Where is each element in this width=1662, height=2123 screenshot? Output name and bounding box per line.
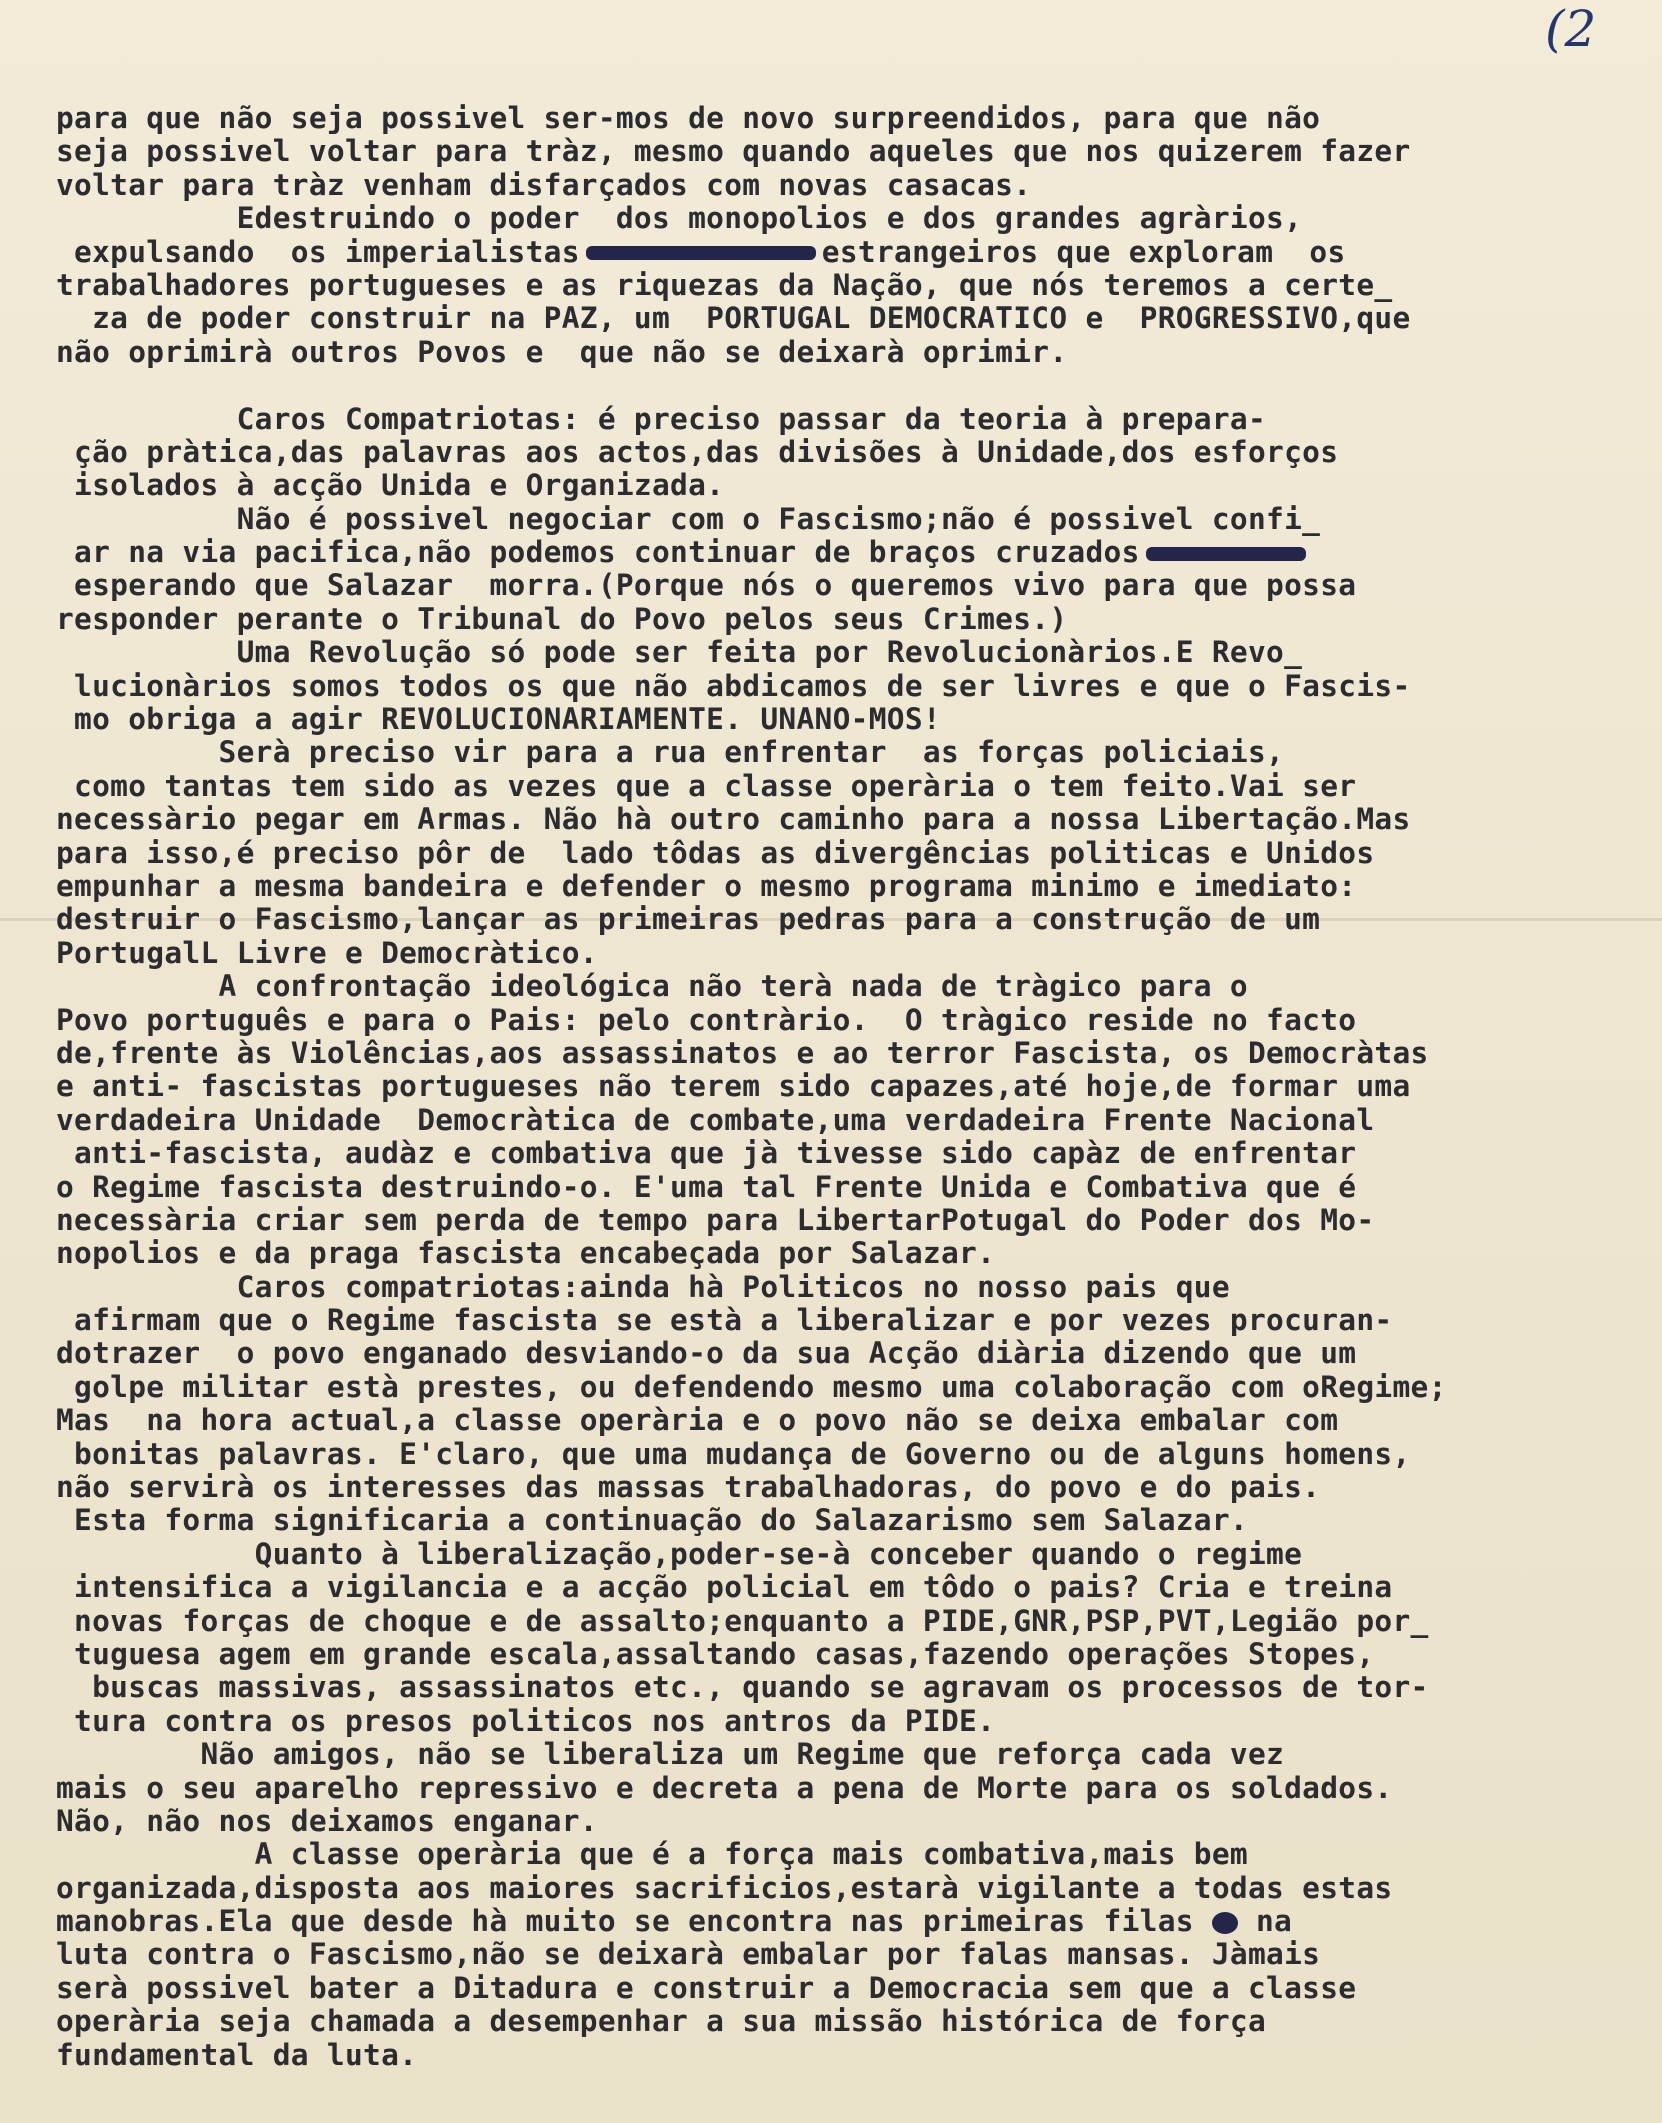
text-line: Serà preciso vir para a rua enfrentar as forças policiais, [56, 735, 1285, 770]
text-line: voltar para tràz venham disfarçados com novas casacas. [56, 167, 1032, 202]
text-line: isolados à acção Unida e Organizada. [56, 468, 725, 503]
text-line [56, 1905, 1616, 1938]
text-line: tura contra os presos politicos nos antros da PIDE. [56, 1703, 996, 1738]
text-line: Caros Compatriotas: é preciso passar da teoria à prepara- [56, 401, 1267, 436]
text-line: anti-fascista, audàz e combativa que jà tivesse sido capàz de enfrentar [56, 1136, 1357, 1171]
text-line: A confrontação ideológica não terà nada de tràgico para o [56, 969, 1248, 1004]
text-line: fundamental da luta. [56, 2037, 418, 2072]
text-line: para isso,é preciso pôr de lado tôdas as divergências politicas e Unidos [56, 835, 1375, 870]
text-line: trabalhadores portugueses e as riquezas da Nação, que nós teremos a certe_ [56, 267, 1393, 302]
text-fragment: na [1255, 1904, 1293, 1939]
text-line: tuguesa agem em grande escala,assaltando casas,fazendo operações Stopes, [56, 1636, 1375, 1671]
text-line: de,frente às Violências,aos assassinatos e ao terror Fascista, os Democràtas [56, 1035, 1429, 1070]
text-line: organizada,disposta aos maiores sacrificios,estarà vigilante a todas estas [56, 1870, 1393, 1905]
text-line: dotrazer o povo enganado desviando-o da sua Acção diària dizendo que um [56, 1336, 1357, 1371]
text-line: Não amigos, não se liberaliza um Regime que reforça cada vez [56, 1737, 1285, 1772]
text-line: não oprimirà outros Povos e que não se deixarà oprimir. [56, 334, 1068, 369]
text-line: intensifica a vigilancia e a acção policial em tôdo o pais? Cria e treina [56, 1570, 1393, 1605]
text-line: serà possivel bater a Ditadura e construir a Democracia sem que a classe [56, 1970, 1357, 2005]
text-line: nopolios e da praga fascista encabeçada por Salazar. [56, 1236, 996, 1271]
text-line: Caros compatriotas:ainda hà Politicos no nosso pais que [56, 1269, 1230, 1304]
text-line: destruir o Fascismo,lançar as primeiras pedras para a construção de um [56, 902, 1321, 937]
text-line: Uma Revolução só pode ser feita por Revolucionàrios.E Revo_ [56, 635, 1303, 670]
text-line: Quanto à liberalização,poder-se-à conceber quando o regime [56, 1536, 1303, 1571]
page-number: (2 [1545, 0, 1597, 58]
text-fragment: estrangeiros que exploram os [821, 234, 1346, 269]
text-line: operària seja chamada a desempenhar a sua missão histórica de força [56, 2004, 1267, 2039]
text-line: luta contra o Fascismo,não se deixarà embalar por falas mansas. Jàmais [56, 1937, 1321, 1972]
text-line [56, 536, 1616, 569]
text-line: bonitas palavras. E'claro, que uma mudança de Governo ou de alguns homens, [56, 1436, 1411, 1471]
redaction-mark [586, 246, 816, 260]
text-line: lucionàrios somos todos os que não abdicamos de ser livres e que o Fascis- [56, 668, 1411, 703]
text-line: verdadeira Unidade Democràtica de combate,uma verdadeira Frente Nacional [56, 1102, 1375, 1137]
text-line: esperando que Salazar morra.(Porque nós o queremos vivo para que possa [56, 568, 1357, 603]
text-line: seja possivel voltar para tràz, mesmo quando aqueles que nos quizerem fazer [56, 134, 1411, 169]
text-fragment: ar na via pacifica,não podemos continuar de braços cruzados [56, 535, 1140, 570]
ink-blot-mark [1212, 1912, 1238, 1934]
text-line: Edestruindo o poder dos monopolios e dos grandes agràrios, [56, 201, 1303, 236]
redaction-mark [1146, 547, 1306, 561]
text-line: Povo português e para o Pais: pelo contràrio. O tràgico reside no facto [56, 1002, 1357, 1037]
text-line: responder perante o Tribunal do Povo pelos seus Crimes.) [56, 601, 1068, 636]
text-fragment: manobras.Ela que desde hà muito se encontra nas primeiras filas [56, 1904, 1194, 1939]
text-line: o Regime fascista destruindo-o. E'uma tal Frente Unida e Combativa que é [56, 1169, 1357, 1204]
text-line: como tantas tem sido as vezes que a classe operària o tem feito.Vai ser [56, 768, 1357, 803]
text-line: Mas na hora actual,a classe operària e o povo não se deixa embalar com [56, 1403, 1339, 1438]
text-line: A classe operària que é a força mais combativa,mais bem [56, 1837, 1248, 1872]
text-line: buscas massivas, assassinatos etc., quando se agravam os processos de tor- [56, 1670, 1429, 1705]
text-line: novas forças de choque e de assalto;enquanto a PIDE,GNR,PSP,PVT,Legião por_ [56, 1603, 1429, 1638]
text-line: za de poder construir na PAZ, um PORTUGAL DEMOCRATICO e PROGRESSIVO,que [56, 301, 1411, 336]
document-body [56, 102, 1616, 2072]
text-line: necessària criar sem perda de tempo para LibertarPotugal do Poder dos Mo- [56, 1202, 1375, 1237]
text-line: mais o seu aparelho repressivo e decreta a pena de Morte para os soldados. [56, 1770, 1393, 1805]
text-line [56, 236, 1616, 269]
text-line: Não, não nos deixamos enganar. [56, 1803, 598, 1838]
text-line: Esta forma significaria a continuação do Salazarismo sem Salazar. [56, 1503, 1248, 1538]
text-line: afirmam que o Regime fascista se està a liberalizar e por vezes procuran- [56, 1303, 1393, 1338]
text-line: golpe militar està prestes, ou defendendo mesmo uma colaboração com oRegime; [56, 1369, 1447, 1404]
text-fragment: expulsando os imperialistas [56, 234, 580, 269]
text-line: e anti- fascistas portugueses não terem sido capazes,até hoje,de formar uma [56, 1069, 1411, 1104]
blank-line [56, 369, 1616, 402]
text-line: mo obriga a agir REVOLUCIONARIAMENTE. UNANO-MOS! [56, 702, 941, 737]
text-line: Não é possivel negociar com o Fascismo;não é possivel confi_ [56, 501, 1321, 536]
text-line: necessàrio pegar em Armas. Não hà outro caminho para a nossa Libertação.Mas [56, 802, 1411, 837]
text-line: empunhar a mesma bandeira e defender o mesmo programa minimo e imediato: [56, 868, 1357, 903]
text-line: PortugalL Livre e Democràtico. [56, 935, 598, 970]
text-line: ção pràtica,das palavras aos actos,das divisões à Unidade,dos esforços [56, 434, 1339, 469]
text-line: não servirà os interesses das massas trabalhadoras, do povo e do pais. [56, 1470, 1321, 1505]
text-line: para que não seja possivel ser-mos de novo surpreendidos, para que não [56, 101, 1321, 135]
